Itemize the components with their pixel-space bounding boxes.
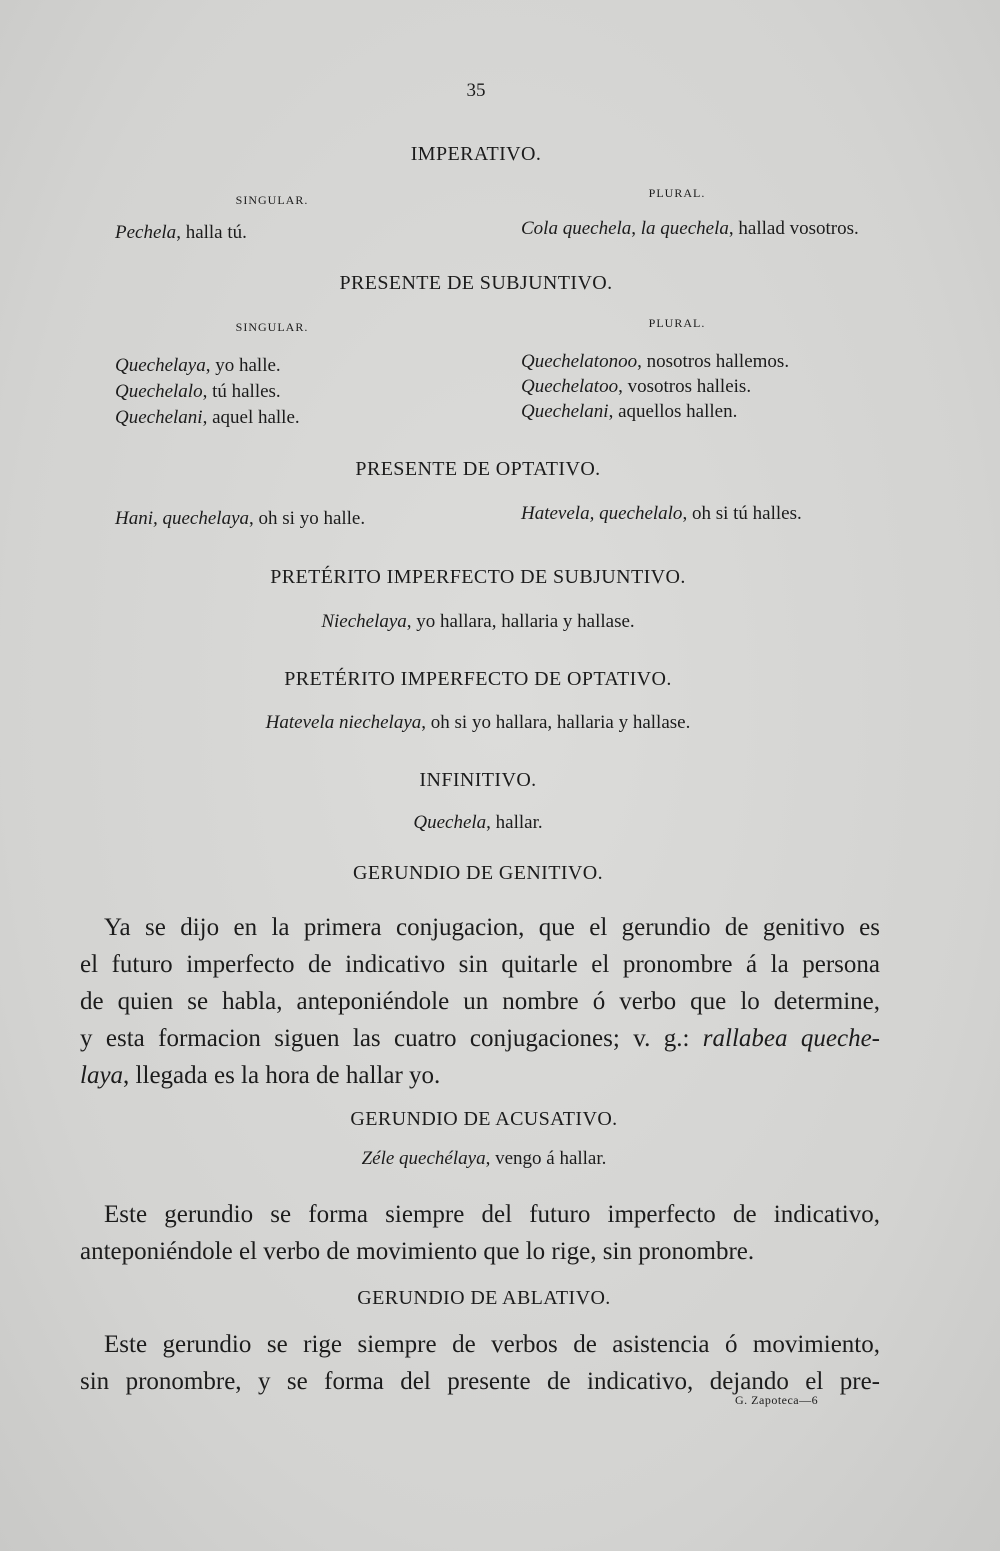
label-singular: SINGULAR.	[235, 193, 309, 207]
zapotec-word: laya	[80, 1062, 124, 1089]
translation: , oh si yo halle.	[249, 508, 366, 529]
subjuntivo-plural-1	[521, 351, 789, 373]
zapotec-word: Quechela	[413, 812, 487, 833]
heading-gerundio-acusativo: GERUNDIO DE ACUSATIVO.	[350, 1108, 618, 1130]
gerundio-acusativo-example	[362, 1148, 607, 1170]
paragraph-line-mixed	[80, 1020, 880, 1057]
zapotec-word: Quechelatonoo	[521, 351, 638, 372]
optativo-right	[521, 503, 802, 525]
paragraph-line: Este gerundio se forma siempre del futuro imperfecto de indicativo,	[104, 1201, 880, 1228]
zapotec-word: Cola quechela	[521, 218, 632, 239]
zapotec-word: la quechela	[640, 218, 729, 239]
zapotec-word: Quechelalo	[115, 381, 203, 402]
optativo-left	[115, 508, 365, 530]
translation: , oh si tú halles.	[682, 503, 802, 524]
paragraph-line: el futuro imperfecto de indicativo sin quitarle el pronombre á la persona	[80, 951, 880, 978]
translation: , nosotros hallemos.	[637, 351, 790, 372]
zapotec-word: Niechelaya	[321, 611, 407, 632]
gerundio-acusativo-paragraph	[80, 1196, 880, 1270]
preterito-subjuntivo-line	[321, 611, 634, 633]
zapotec-word: Hatevela, quechelalo	[521, 503, 683, 524]
heading-presente-subjuntivo: PRESENTE DE SUBJUNTIVO.	[339, 272, 613, 294]
subjuntivo-singular-3	[115, 407, 300, 429]
translation: , aquel halle.	[202, 407, 300, 428]
infinitivo-line	[413, 812, 542, 834]
translation: , hallad vosotros.	[728, 218, 859, 239]
zapotec-word: Quechelatoo	[521, 376, 619, 397]
paragraph-line: de quien se habla, anteponiéndole un nombre ó verbo que lo determine,	[80, 988, 880, 1015]
heading-infinitivo: INFINITIVO.	[419, 769, 537, 791]
subjuntivo-plural-3	[521, 401, 737, 423]
imperativo-plural	[521, 218, 859, 240]
translation: , vengo á hallar.	[485, 1148, 607, 1169]
zapotec-word: Quechelaya	[115, 355, 206, 376]
heading-imperativo: IMPERATIVO.	[410, 143, 542, 165]
label-plural: PLURAL.	[648, 186, 706, 200]
translation: , tú halles.	[202, 381, 281, 402]
label-plural: PLURAL.	[648, 316, 706, 330]
separator: ,	[631, 218, 641, 239]
gerundio-genitivo-paragraph	[80, 909, 880, 1094]
heading-presente-optativo: PRESENTE DE OPTATIVO.	[355, 458, 601, 480]
paragraph-line: Este gerundio se rige siempre de verbos de asistencia ó movimiento,	[104, 1331, 880, 1358]
heading-preterito-optativo: PRETÉRITO IMPERFECTO DE OPTATIVO.	[284, 668, 672, 690]
page-number: 35	[466, 80, 486, 101]
paragraph-text: , llegada es la hora de hallar yo.	[123, 1062, 441, 1089]
preterito-optativo-line	[266, 712, 691, 734]
zapotec-word: Hani, quechelaya	[115, 508, 250, 529]
translation: , aquellos hallen.	[608, 401, 738, 422]
translation: , yo hallara, hallaria y hallase.	[406, 611, 635, 632]
zapotec-word: Pechela	[115, 222, 177, 243]
heading-gerundio-ablativo: GERUNDIO DE ABLATIVO.	[357, 1287, 611, 1309]
heading-gerundio-genitivo: GERUNDIO DE GENITIVO.	[352, 862, 604, 884]
subjuntivo-singular-1	[115, 355, 281, 377]
paragraph-line: sin pronombre, y se forma del presente de indicativo, dejando el pre-	[80, 1368, 880, 1395]
paragraph-line: Ya se dijo en la primera conjugacion, que el gerundio de genitivo es	[104, 914, 880, 941]
subjuntivo-singular-2	[115, 381, 281, 403]
translation: , hallar.	[486, 812, 543, 833]
translation: , halla tú.	[176, 222, 247, 243]
zapotec-word: Quechelani	[115, 407, 203, 428]
translation: , yo halle.	[205, 355, 281, 376]
zapotec-word: Hatevela niechelaya	[265, 712, 422, 733]
signature-mark: G. Zapoteca—6	[735, 1393, 819, 1407]
paragraph-line-mixed	[80, 1057, 880, 1094]
label-singular: SINGULAR.	[235, 320, 309, 334]
translation: , oh si yo hallara, hallaria y hallase.	[421, 712, 691, 733]
zapotec-word: Zéle quechélaya	[361, 1148, 486, 1169]
heading-preterito-subjuntivo: PRETÉRITO IMPERFECTO DE SUBJUNTIVO.	[270, 566, 686, 588]
translation: , vosotros halleis.	[618, 376, 752, 397]
paragraph-text: y esta formacion siguen las cuatro conjugaciones; v. g.:	[80, 1025, 703, 1052]
subjuntivo-plural-2	[521, 376, 751, 398]
gerundio-ablativo-paragraph	[80, 1326, 880, 1400]
zapotec-word: Quechelani	[521, 401, 609, 422]
paragraph-line: anteponiéndole el verbo de movimiento que lo rige, sin pronombre.	[80, 1238, 755, 1265]
zapotec-word: rallabea queche-	[702, 1025, 880, 1052]
imperativo-singular	[115, 222, 247, 244]
